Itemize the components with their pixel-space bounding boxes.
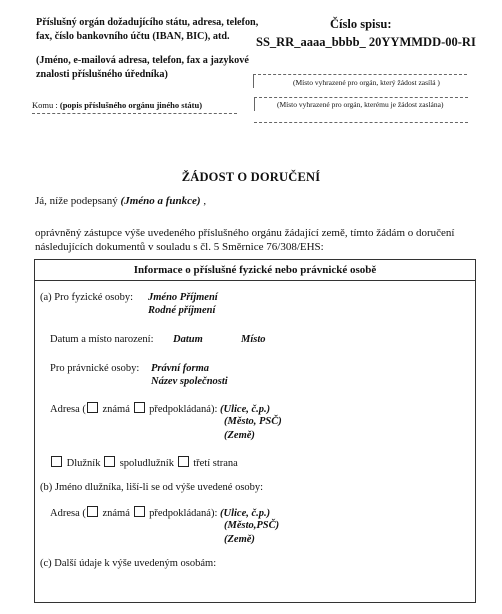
intro-suffix: , xyxy=(200,195,207,207)
address2-label: Adresa ( xyxy=(50,508,86,519)
recipient-box-bottom-line xyxy=(254,122,468,123)
known-address2-checkbox[interactable] xyxy=(87,506,98,517)
third-party-label: třetí strana xyxy=(193,458,238,469)
city-placeholder: (Město, PSČ) xyxy=(224,416,282,427)
case-number-label: Číslo spisu: xyxy=(330,17,392,31)
country2-placeholder: (Země) xyxy=(224,534,255,545)
komu-detail: (popis příslušného orgánu jiného státu) xyxy=(59,100,203,110)
address-row xyxy=(50,402,270,415)
birth-place-placeholder: Místo xyxy=(241,334,266,345)
name-surname-placeholder: Jméno Příjmení xyxy=(148,292,218,303)
known-address-label: známá xyxy=(102,404,130,415)
requesting-authority-line: fax, číslo bankovního účtu (IBAN, BIC), atd. xyxy=(36,30,230,42)
intro-line xyxy=(35,195,206,207)
request-paragraph: oprávněný zástupce výše uvedeného příslušného orgánu žádající země, tímto žádám o doručení následujících dokumentů v souladu s čl. 5 Směrnice 76/308/EHS: xyxy=(35,227,455,253)
intro-prefix: Já, níže podepsaný xyxy=(35,195,121,207)
komu-label: Komu : xyxy=(32,100,60,110)
sender-reserved-note: (Místo vyhrazené pro orgán, který žádost zasílá ) xyxy=(293,78,440,87)
sender-box-top-line xyxy=(253,74,467,75)
debtor-name-label: (b) Jméno dlužníka, liší-li se od výše uvedené osoby: xyxy=(40,482,264,493)
company-name-placeholder: Název společnosti xyxy=(151,376,228,387)
address2-row xyxy=(50,506,270,519)
role-row xyxy=(50,456,238,469)
document-title: ŽÁDOST O DORUČENÍ xyxy=(181,170,321,184)
natural-person-label: (a) Pro fyzické osoby: xyxy=(40,292,134,303)
sender-box-left-edge xyxy=(253,74,254,88)
street2-placeholder: (Ulice, č.p.) xyxy=(220,508,271,519)
person-info-heading: Informace o příslušné fyzické nebo právnické osobě xyxy=(35,260,475,281)
known-address2-label: známá xyxy=(102,508,130,519)
city2-placeholder: (Město,PSČ) xyxy=(224,520,280,531)
presumed-address-label: předpokládaná): xyxy=(149,404,218,415)
presumed-address2-label: předpokládaná): xyxy=(149,508,218,519)
presumed-address2-checkbox[interactable] xyxy=(134,506,145,517)
recipient-box-left-edge xyxy=(254,97,255,111)
recipient-box-top-line xyxy=(254,97,468,98)
contact-line: znalosti příslušného úředníka) xyxy=(36,68,168,80)
debtor-checkbox[interactable] xyxy=(51,456,62,467)
legal-form-placeholder: Právní forma xyxy=(151,363,210,374)
birth-label: Datum a místo narození: xyxy=(50,334,154,345)
co-debtor-label: spoludlužník xyxy=(119,458,174,469)
other-details-label: (c) Další údaje k výše uvedeným osobám: xyxy=(40,558,217,569)
requesting-authority-block xyxy=(36,16,266,81)
komu-underline xyxy=(32,113,237,114)
case-number: SS_RR_aaaa_bbbb_ 20YYMMDD-00-RI xyxy=(256,35,476,49)
birth-date-placeholder: Datum xyxy=(173,334,203,345)
country-placeholder: (Země) xyxy=(224,430,255,441)
co-debtor-checkbox[interactable] xyxy=(104,456,115,467)
contact-line: (Jméno, e-mailová adresa, telefon, fax a jazykové xyxy=(36,55,249,66)
requesting-authority-line: Příslušný orgán dožadujícího státu, adresa, telefon, xyxy=(36,17,259,28)
street-placeholder: (Ulice, č.p.) xyxy=(220,404,271,415)
intro-placeholder: (Jméno a funkce) xyxy=(120,195,201,207)
recipient-reserved-note: (Místo vyhrazené pro orgán, kterému je žádost zaslána) xyxy=(277,100,444,109)
maiden-name-placeholder: Rodné příjmení xyxy=(148,305,216,316)
third-party-checkbox[interactable] xyxy=(178,456,189,467)
presumed-address-checkbox[interactable] xyxy=(134,402,145,413)
address-label: Adresa ( xyxy=(50,404,86,415)
debtor-label: Dlužník xyxy=(66,458,101,469)
komu-line xyxy=(32,100,202,110)
legal-person-label: Pro právnické osoby: xyxy=(50,363,140,374)
person-info-box xyxy=(34,259,476,603)
known-address-checkbox[interactable] xyxy=(87,402,98,413)
